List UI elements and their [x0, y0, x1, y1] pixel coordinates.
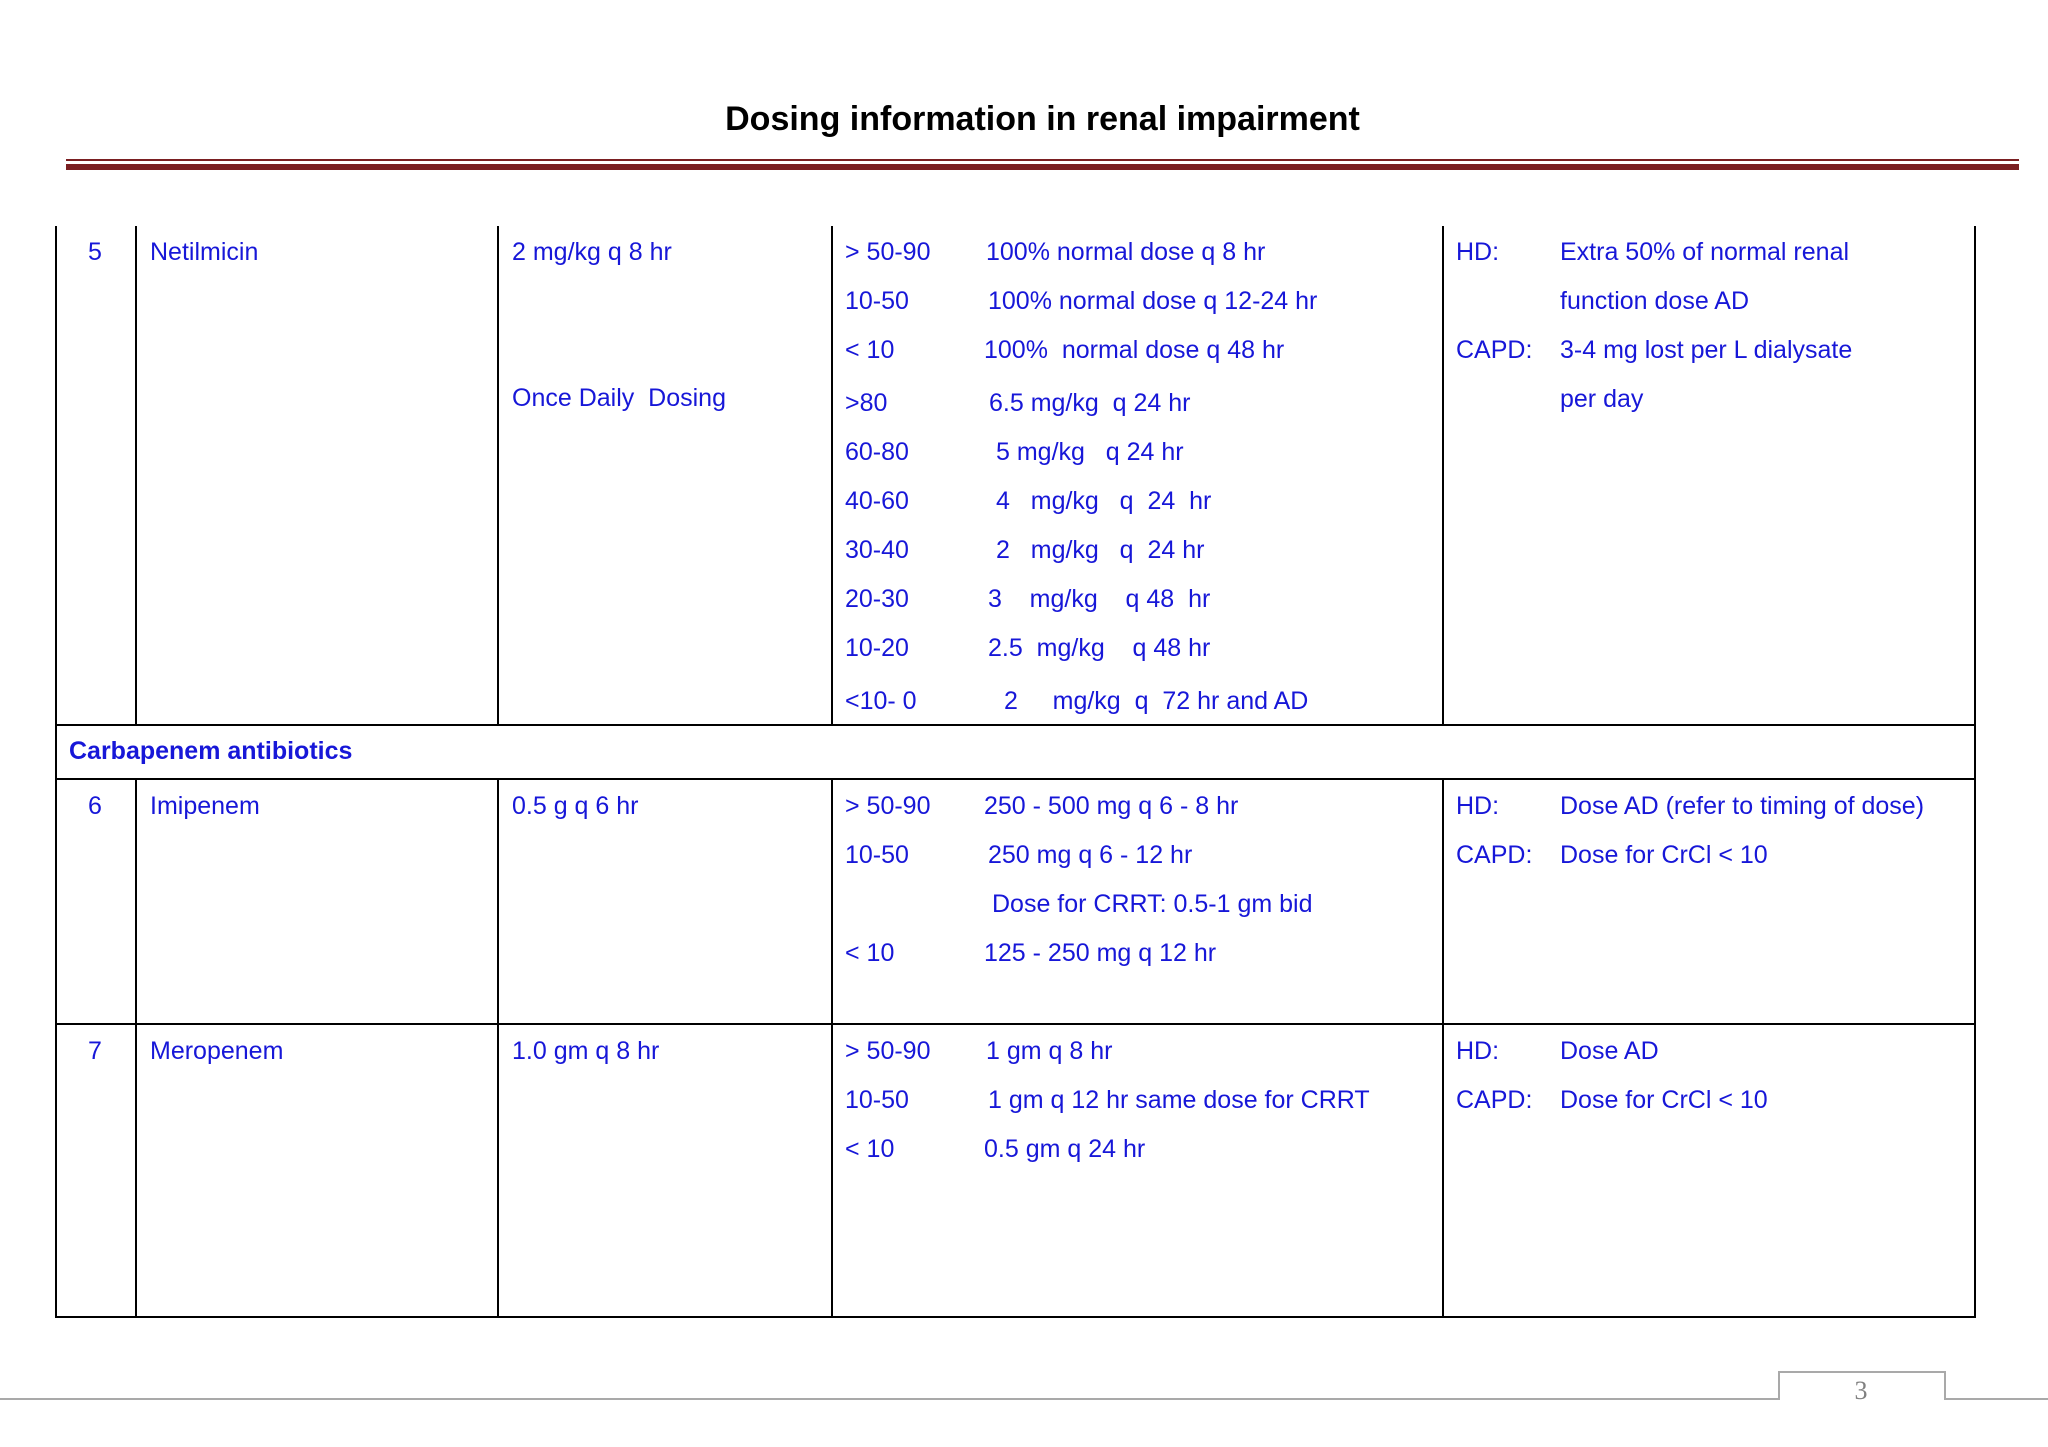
- crcl-range: <10- 0: [845, 687, 917, 715]
- drug-name: Meropenem: [150, 1037, 284, 1065]
- crcl-dose: 250 mg q 6 - 12 hr: [988, 841, 1193, 869]
- crcl-range: 30-40: [845, 536, 909, 564]
- crcl-range: 10-50: [845, 287, 909, 315]
- normal-dose: 0.5 g q 6 hr: [512, 792, 639, 820]
- crcl-dose: 1 gm q 8 hr: [986, 1037, 1113, 1065]
- table-border-right: [1974, 226, 1976, 1318]
- dialysis-note: Dose for CrCl < 10: [1560, 841, 1768, 869]
- crcl-dose: 125 - 250 mg q 12 hr: [984, 939, 1217, 967]
- column-divider-4b: [1442, 778, 1444, 1318]
- section-heading: Carbapenem antibiotics: [69, 737, 353, 765]
- crcl-range: < 10: [845, 336, 895, 364]
- dialysis-label: CAPD:: [1456, 1086, 1533, 1114]
- column-divider-1: [135, 226, 137, 725]
- row-number: 6: [88, 792, 102, 820]
- row-divider-section-top: [55, 724, 1976, 726]
- crcl-dose: 6.5 mg/kg q 24 hr: [989, 389, 1191, 417]
- crcl-range: > 50-90: [845, 792, 931, 820]
- dialysis-label: HD:: [1456, 792, 1500, 820]
- dialysis-label: CAPD:: [1456, 336, 1533, 364]
- column-divider-2b: [497, 778, 499, 1318]
- crcl-dose: 2 mg/kg q 72 hr and AD: [1004, 687, 1309, 715]
- crcl-dose: Dose for CRRT: 0.5-1 gm bid: [992, 890, 1313, 918]
- crcl-range: > 50-90: [845, 238, 931, 266]
- dialysis-note: Dose for CrCl < 10: [1560, 1086, 1768, 1114]
- column-divider-2: [497, 226, 499, 725]
- page-number: 3: [1854, 1376, 1868, 1405]
- crcl-dose: 100% normal dose q 48 hr: [984, 336, 1285, 364]
- table-border-left: [55, 226, 57, 1318]
- crcl-dose: 1 gm q 12 hr same dose for CRRT: [988, 1086, 1370, 1114]
- normal-dose: 2 mg/kg q 8 hr: [512, 238, 672, 266]
- normal-dose-once-daily: Once Daily Dosing: [512, 384, 726, 412]
- column-divider-3: [831, 226, 833, 725]
- row-number: 7: [88, 1037, 102, 1065]
- crcl-dose: 4 mg/kg q 24 hr: [996, 487, 1212, 515]
- crcl-dose: 0.5 gm q 24 hr: [984, 1135, 1146, 1163]
- crcl-dose: 2.5 mg/kg q 48 hr: [988, 634, 1211, 662]
- row-divider-section-bottom: [55, 778, 1976, 780]
- crcl-range: 10-50: [845, 841, 909, 869]
- dialysis-note: Dose AD: [1560, 1037, 1659, 1065]
- crcl-range: >80: [845, 389, 888, 417]
- dialysis-label: HD:: [1456, 238, 1500, 266]
- dialysis-note: per day: [1560, 385, 1644, 413]
- crcl-range: < 10: [845, 939, 895, 967]
- dialysis-note: function dose AD: [1560, 287, 1750, 315]
- crcl-dose: 100% normal dose q 12-24 hr: [988, 287, 1318, 315]
- dialysis-note: Dose AD (refer to timing of dose): [1560, 792, 1925, 820]
- crcl-range: 20-30: [845, 585, 909, 613]
- header-rule-thin: [66, 159, 2019, 161]
- dialysis-note: 3-4 mg lost per L dialysate: [1560, 336, 1853, 364]
- drug-name: Netilmicin: [150, 238, 259, 266]
- crcl-range: 10-20: [845, 634, 909, 662]
- normal-dose: 1.0 gm q 8 hr: [512, 1037, 660, 1065]
- table-border-bottom: [55, 1316, 1976, 1318]
- crcl-dose: 3 mg/kg q 48 hr: [988, 585, 1211, 613]
- header-rule-thick: [66, 164, 2019, 170]
- column-divider-1b: [135, 778, 137, 1318]
- column-divider-3b: [831, 778, 833, 1318]
- crcl-dose: 250 - 500 mg q 6 - 8 hr: [984, 792, 1239, 820]
- dialysis-label: CAPD:: [1456, 841, 1533, 869]
- crcl-range: 60-80: [845, 438, 909, 466]
- crcl-range: > 50-90: [845, 1037, 931, 1065]
- page-title: Dosing information in renal impairment: [725, 100, 1360, 138]
- crcl-dose: 100% normal dose q 8 hr: [986, 238, 1266, 266]
- column-divider-4: [1442, 226, 1444, 725]
- dialysis-label: HD:: [1456, 1037, 1500, 1065]
- drug-name: Imipenem: [150, 792, 260, 820]
- footer-rule-left: [0, 1398, 1779, 1400]
- crcl-range: < 10: [845, 1135, 895, 1163]
- row-divider-6-7: [55, 1023, 1976, 1025]
- crcl-range: 40-60: [845, 487, 909, 515]
- dialysis-note: Extra 50% of normal renal: [1560, 238, 1850, 266]
- crcl-dose: 5 mg/kg q 24 hr: [996, 438, 1184, 466]
- footer-rule-right: [1943, 1398, 2048, 1400]
- row-number: 5: [88, 238, 102, 266]
- crcl-dose: 2 mg/kg q 24 hr: [996, 536, 1205, 564]
- crcl-range: 10-50: [845, 1086, 909, 1114]
